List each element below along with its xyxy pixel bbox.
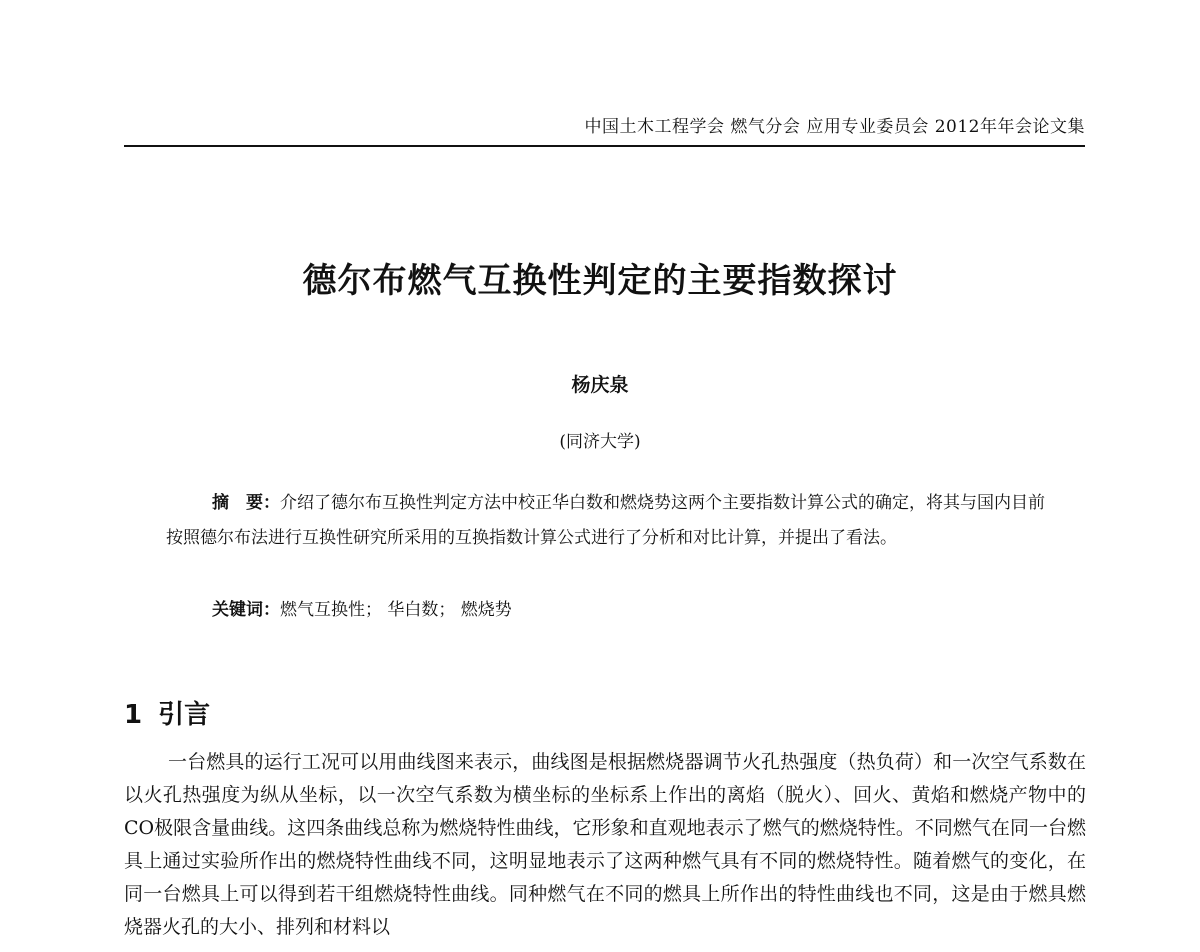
abstract-label: 摘 要： — [212, 493, 280, 513]
paper-title: 德尔布燃气互换性判定的主要指数探讨 — [302, 261, 898, 301]
body-paragraph: 一台燃具的运行工况可以用曲线图来表示，曲线图是根据燃烧器调节火孔热强度（热负荷）和一次空气系数在以火孔热强度为纵从坐标，以一次空气系数为横坐标的坐标系上作出的离焰（脱火）、回火、黄焰和燃烧产物中的CO极限含量曲线。这四条曲线总称为燃烧特性曲线，它形象和直观地表示了燃气的燃烧特性。不同燃气在同一台燃具上通过实验所作出的燃烧特性曲线不同，这明显地表示了这两种燃气具有不同的燃烧特性。随着燃气的变化，在同一台燃具上可以得到若干组燃烧特性曲线。同种燃气在不同的燃具上所作出的特性曲线也不同，这是由于燃具燃烧器火孔的大小、排列和材料以 — [124, 751, 1086, 938]
section-number: 1 — [124, 700, 143, 730]
running-header-text: 中国土木工程学会 燃气分会 应用专业委员会 2012年年会论文集 — [584, 117, 1085, 137]
keywords-label: 关键词： — [212, 600, 280, 620]
keywords — [212, 595, 512, 625]
author-name: 杨庆泉 — [571, 374, 629, 396]
section-title: 引言 — [158, 700, 211, 730]
section-heading — [124, 694, 210, 731]
author-affiliation: (同济大学) — [559, 432, 641, 452]
running-header — [124, 115, 1085, 147]
abstract-text: 介绍了德尔布互换性判定方法中校正华白数和燃烧势这两个主要指数计算公式的确定，将其与国内目前按照德尔布法进行互换性研究所采用的互换指数计算公式进行了分析和对比计算，并提出了看法。 — [166, 493, 1045, 548]
abstract — [166, 486, 1046, 556]
keywords-text: 燃气互换性； 华白数； 燃烧势 — [280, 600, 512, 620]
